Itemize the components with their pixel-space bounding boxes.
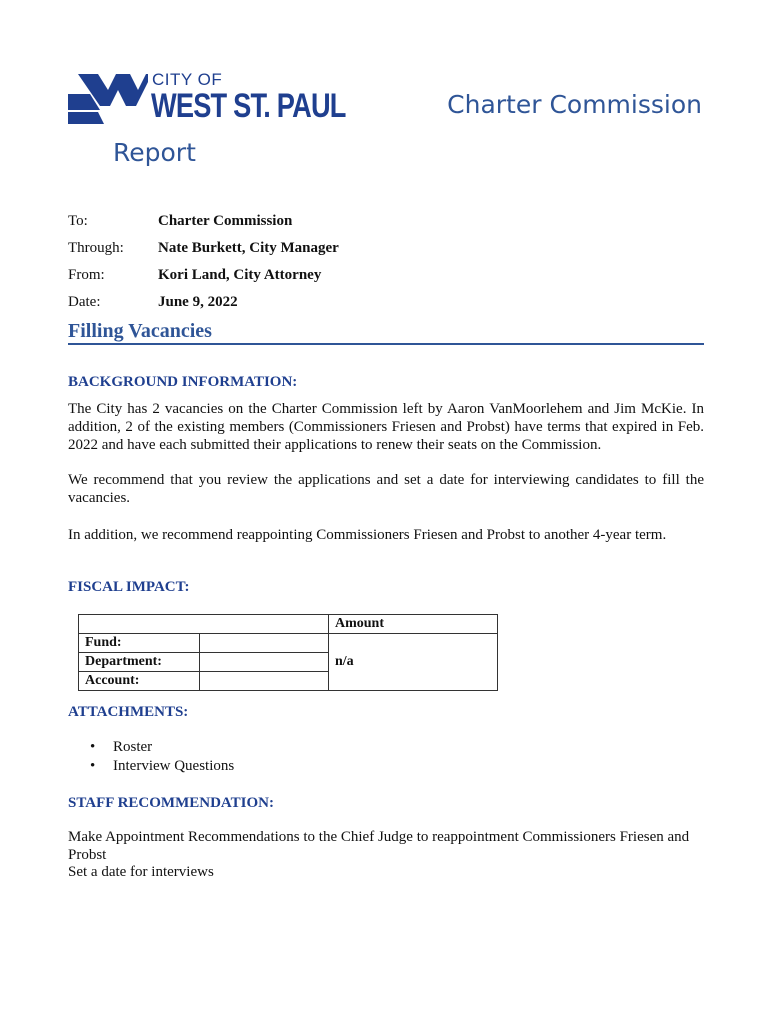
bullet-icon: •	[90, 758, 96, 774]
department-value	[200, 653, 329, 672]
attachments-list	[90, 738, 234, 776]
city-logo-mark-icon	[68, 72, 148, 126]
account-value	[200, 672, 329, 691]
staff-recommendation-text: Make Appointment Recommendations to the Chief Judge to reappointment Commissioners Friesen and Probst	[68, 829, 690, 863]
logo-city-of: CITY OF	[152, 70, 223, 89]
amount-header: Amount	[329, 615, 498, 634]
list-item	[90, 738, 234, 757]
memo-to-label: To:	[68, 213, 88, 229]
fund-value	[200, 634, 329, 653]
city-logo	[68, 70, 346, 126]
memo-through-label: Through:	[68, 240, 124, 256]
fiscal-table	[78, 614, 498, 691]
background-paragraph-1: The City has 2 vacancies on the Charter Commission left by Aaron VanMoorlehem and Jim McKie. In addition, 2 of the existing members (Commissioners Friesen and Probst) have terms that expired in Feb. 2022 and have each submitted their applications to renew their seats on the Commission.	[68, 401, 704, 453]
table-row	[79, 634, 498, 653]
background-paragraph-3: In addition, we recommend reappointing Commissioners Friesen and Probst to another 4-year term.	[68, 527, 667, 543]
memo-date-label: Date:	[68, 294, 101, 310]
department-label: Department:	[79, 653, 200, 672]
attachment-interview-questions: Interview Questions	[113, 758, 235, 774]
page-title: Charter Commission	[447, 90, 702, 119]
table-row	[79, 615, 498, 634]
section-title: Filling Vacancies	[68, 320, 212, 342]
page-subtitle: Report	[113, 138, 196, 167]
memo-from-label: From:	[68, 267, 105, 283]
bullet-icon: •	[90, 739, 96, 755]
background-paragraph-2: We recommend that you review the applications and set a date for interviewing candidates to fill the vacancies.	[68, 472, 704, 506]
list-item	[90, 757, 234, 776]
account-label: Account:	[79, 672, 200, 691]
heading-divider	[68, 343, 704, 345]
memo-from-value: Kori Land, City Attorney	[158, 267, 322, 283]
memo-date-value: June 9, 2022	[158, 294, 238, 310]
memo-to-value: Charter Commission	[158, 213, 293, 229]
background-heading: BACKGROUND INFORMATION:	[68, 374, 298, 390]
fund-label: Fund:	[79, 634, 200, 653]
attachments-heading: ATTACHMENTS:	[68, 704, 189, 720]
logo-city-name: WEST ST. PAUL	[151, 87, 346, 125]
memo-through-value: Nate Burkett, City Manager	[158, 240, 339, 256]
attachment-roster: Roster	[113, 739, 153, 755]
staff-recommendation-text-2: Set a date for interviews	[68, 864, 214, 880]
fiscal-heading: FISCAL IMPACT:	[68, 579, 190, 595]
staff-heading: STAFF RECOMMENDATION:	[68, 795, 274, 811]
amount-value: n/a	[329, 634, 498, 691]
